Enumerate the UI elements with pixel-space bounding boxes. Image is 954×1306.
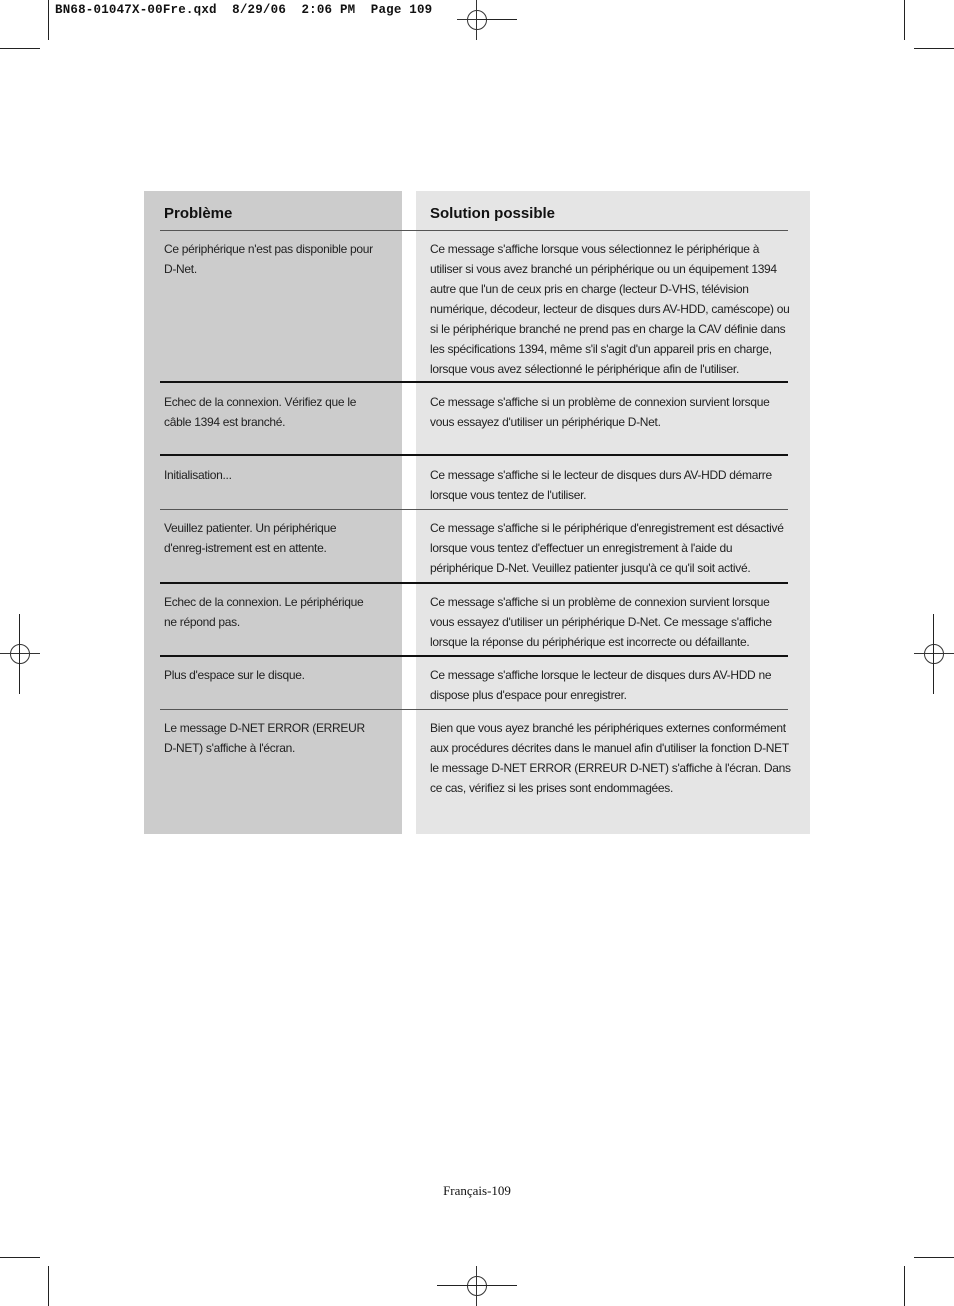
- table-row-solution: Bien que vous ayez branché les périphériques externes conformément aux procédures décrites dans le manuel afin d'utiliser la fonction D-NET le message D-NET ERROR (ERREUR D-NET) s'affiche à l'écran. Dans ce cas, vérifiez si les prises sont endommagées.: [430, 721, 791, 795]
- header-divider: [160, 230, 788, 231]
- crop-mark: [437, 1285, 517, 1286]
- crop-mark: [914, 48, 954, 49]
- page-number: Français-109: [443, 1183, 511, 1198]
- registration-mark-icon: [457, 1266, 497, 1306]
- table-row-solution: Ce message s'affiche si un problème de connexion survient lorsque vous essayez d'utiliser un périphérique D-Net. Ce message s'affiche lorsque la réponse du périphérique est incorrecte ou défaillante.: [430, 595, 772, 649]
- crop-mark: [0, 48, 40, 49]
- table-row-problem: Echec de la connexion. Le périphérique ne répond pas.: [164, 595, 364, 629]
- registration-mark-icon: [914, 634, 954, 674]
- registration-mark-icon: [0, 634, 40, 674]
- table-row-problem: Echec de la connexion. Vérifiez que le câble 1394 est branché.: [164, 395, 357, 429]
- table-row-problem: Ce périphérique n'est pas disponible pour D-Net.: [164, 242, 373, 276]
- registration-mark-icon: [457, 0, 497, 40]
- header-solution: Solution possible: [430, 205, 556, 222]
- crop-mark: [0, 1257, 40, 1258]
- table-row-problem: Initialisation...: [164, 468, 232, 482]
- row-divider: [160, 582, 788, 584]
- row-divider: [160, 709, 788, 710]
- table-row-problem: Veuillez patienter. Un périphérique d'enreg-istrement est en attente.: [164, 521, 337, 555]
- table-row-solution: Ce message s'affiche si le lecteur de disques durs AV-HDD démarre lorsque vous tentez de l'utiliser.: [430, 468, 772, 502]
- table-row-solution: Ce message s'affiche lorsque le lecteur de disques durs AV-HDD ne dispose plus d'espace pour enregistrer.: [430, 668, 772, 702]
- crop-mark: [48, 0, 49, 40]
- crop-mark: [904, 0, 905, 40]
- print-slug: BN68-01047X-00Fre.qxd 8/29/06 2:06 PM Page 109: [55, 3, 433, 17]
- table-row-solution: Ce message s'affiche si un problème de connexion survient lorsque vous essayez d'utiliser un périphérique D-Net.: [430, 395, 770, 429]
- row-divider: [160, 509, 788, 510]
- crop-mark: [48, 1266, 49, 1306]
- crop-mark: [19, 614, 20, 694]
- table-row-solution: Ce message s'affiche si le périphérique d'enregistrement est désactivé lorsque vous tentez d'effectuer un enregistrement à l'aide du périphérique D-Net. Veuillez patienter jusqu'à ce qu'il soit activé.: [430, 521, 784, 575]
- header-problem: Problème: [164, 205, 233, 222]
- row-divider: [160, 454, 788, 456]
- table-row-problem: Le message D-NET ERROR (ERREUR D-NET) s'affiche à l'écran.: [164, 721, 365, 755]
- crop-mark: [914, 1257, 954, 1258]
- row-divider: [160, 655, 788, 657]
- crop-mark: [477, 19, 517, 20]
- crop-mark: [933, 614, 934, 694]
- crop-mark: [904, 1266, 905, 1306]
- table-row-problem: Plus d'espace sur le disque.: [164, 668, 305, 682]
- table-row-solution: Ce message s'affiche lorsque vous sélectionnez le périphérique à utiliser si vous avez branché un périphérique ou un équipement 1394 autre que l'un de ceux pris en charge (lecteur D-VHS, télévision numérique, décodeur, lecteur de disques durs AV-HDD, caméscope) ou si le périphérique branché ne prend pas en charge la CAV définie dans les spécifications 1394, même s'il s'agit d'un appareil pris en charge, lorsque vous avez sélectionné le périphérique afin de l'utiliser.: [430, 242, 790, 376]
- row-divider: [160, 381, 788, 383]
